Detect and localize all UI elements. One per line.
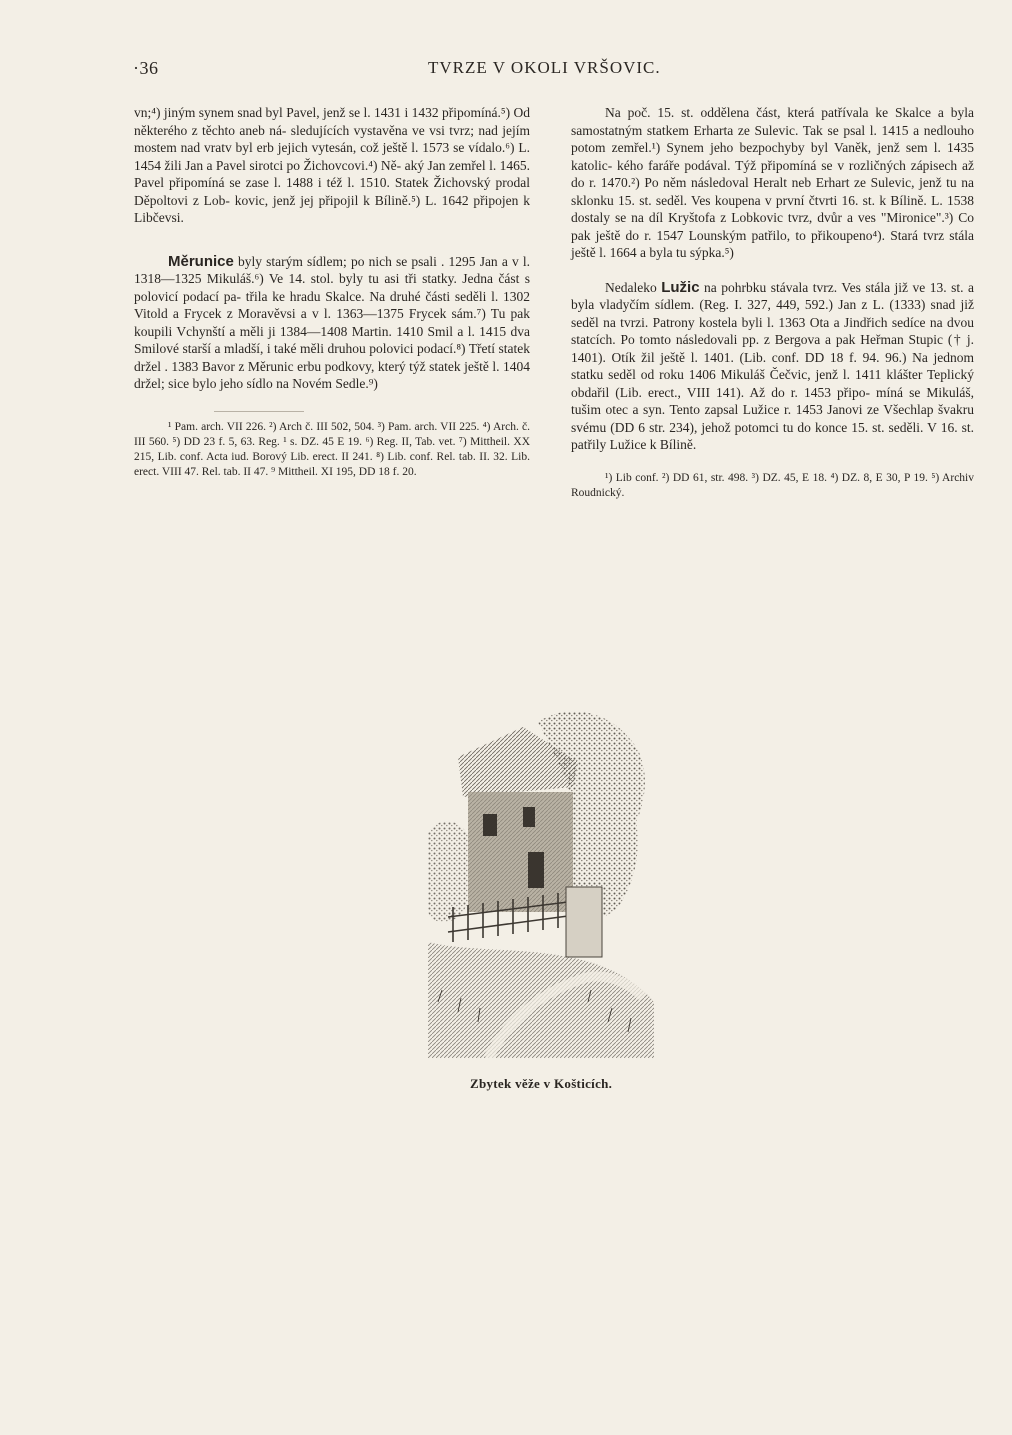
- paragraph-skalka: Na poč. 15. st. oddělena část, která patřívala ke Skalce a byla samostatným statkem Erharta ze Sulevic. Tak se psal l. 1415 a nedlouho potom zemřel.¹) Synem jeho bezpochyby byl Vaněk, jenž sem l. 1435 katolic- kého faráře podával. Týž připomíná se v rozličných zápisech až do r. 1470.²) Po něm následoval Heralt neb Erhart ze Sulevic, jenž tu na sklonku 15. st. seděl. Ves koupena v první čtvrti 16. st. k Bílině. L. 1538 dostaly se na díl Kryštofa z Lobkovic tvrz, dvůr a ves "Mironice".³) Co pak ještě do r. 1547 Lounským patřilo, to přikoupeno⁴). Stará tvrz stála ještě l. 1664 a byla tu sýpka.⁵): [571, 105, 974, 260]
- tower-window: [483, 814, 497, 836]
- paragraph-merunice: [134, 253, 530, 393]
- page-number: ·36: [133, 58, 159, 78]
- running-head: TVRZE V OKOLI VRŠOVIC.: [428, 58, 661, 77]
- right-footnotes: ¹) Lib conf. ²) DD 61, str. 498. ³) DZ. 45, E 18. ⁴) DZ. 8, E 30, P 19. ⁵) Archiv Roudnický.: [571, 471, 974, 499]
- paragraph-zichovice: vn;⁴) jiným synem snad byl Pavel, jenž se l. 1431 i 1432 připomíná.⁵) Od některého z těchto aneb ná- sledujících vystavěna ve vsi tvrz; nad jejím mostem nad vratv byl erb jejich vytesán, což ještě l. 1573 se vídalo.⁶) L. 1454 žili Jan a Pavel sirotci po Žichovcovi.⁴) Ně- aký Jan zemřel l. 1465. Pavel připomíná se zase l. 1488 i též l. 1510. Statek Žichovský prodal Děpoltovi z Lob- kovic, jenž jej připojil k Bílině.⁵) L. 1642 připojen k Libčevsi.: [134, 105, 530, 225]
- footnote-rule: [214, 411, 304, 412]
- right-column: [571, 104, 974, 501]
- tower-illustration: [428, 702, 654, 1058]
- figure-caption: Zbytek věže v Košticích.: [470, 1076, 613, 1091]
- luzice-text: na pohrbku stávala tvrz. Ves stála již ve 13. st. a byla vladyčím sídlem. (Reg. I. 327, 449, 592.) Jan z L. (1333) snad již seděl na tvrzi. Patrony kostela byli l. 1363 Ota a Jindřich sedíce na dvou statcích. Po tomto následovali pp. z Bergova a pak Heřman Stupic († j. 1401). Otík žil ještě l. 1401. (Lib. conf. DD 18 f. 94. 96.) Na jednom statku seděl od roku 1406 Mikuláš Čečvic, jenž l. 1411 klášter Teplický obdařil (Lib. erect., VIII 141). Až do r. 1453 připo- míná se Mikuláš, tušim otec a syn. Tento zapsal Lužice r. 1453 Janovi ze Všechlap švakru svému (DD 6 str. 234), jehož potomci tu do konce 15. st. seděli. V 16. st. patřily Lužice k Bílině.: [571, 279, 974, 452]
- merunice-heading: Měrunice: [168, 252, 234, 270]
- merunice-text: byly starým sídlem; po nich se psali . 1295 Jan a v l. 1318—1325 Mikuláš.⁶) Ve 14. stol. byly tu asi tři statky. Jedna část s polovicí podací pa- třila ke hradu Skalce. Na druhé části seděli l. 1302 Vitold a Frycek z Moravěvsi a v l. 1363—1375 Frycek sám.⁷) Tu pak koupili Vchynští a měli ji 1384—1408 Martin. 1410 Smil a l. 1415 dva Smilové starší a mladší, i také měli druhou polovici podací.⁸) Třetí statek držel . 1383 Bavor z Měrunic erbu podkovy, který týž statek ještě l. 1404 držel; sice bylo jeho sídlo na Novém Sedle.⁹): [134, 253, 530, 391]
- paragraph-luzice: [571, 279, 974, 454]
- luzice-heading: Lužic: [661, 278, 700, 296]
- gate-pillar: [566, 887, 602, 957]
- left-footnotes: ¹ Pam. arch. VII 226. ²) Arch č. III 502, 504. ³) Pam. arch. VII 225. ⁴) Arch. č. III 560. ⁵) DD 23 f. 5, 63. Reg. ¹ s. DZ. 45 E 19. ⁶) Reg. II, Tab. vet. ⁷) Mittheil. XX 215, Lib. conf. Acta iud. Borový Lib. erect. II 241. ⁸) Lib. conf. Rel. tab. II. 32. Lib. erect. VIII 47. Rel. tab. II 47. ⁹ Mittheil. XI 195, DD 18 f. 20.: [134, 420, 530, 478]
- left-column: [134, 104, 530, 480]
- tower-window: [523, 807, 535, 827]
- luzice-prefix: Nedaleko: [605, 279, 662, 295]
- tower-doorway: [528, 852, 544, 888]
